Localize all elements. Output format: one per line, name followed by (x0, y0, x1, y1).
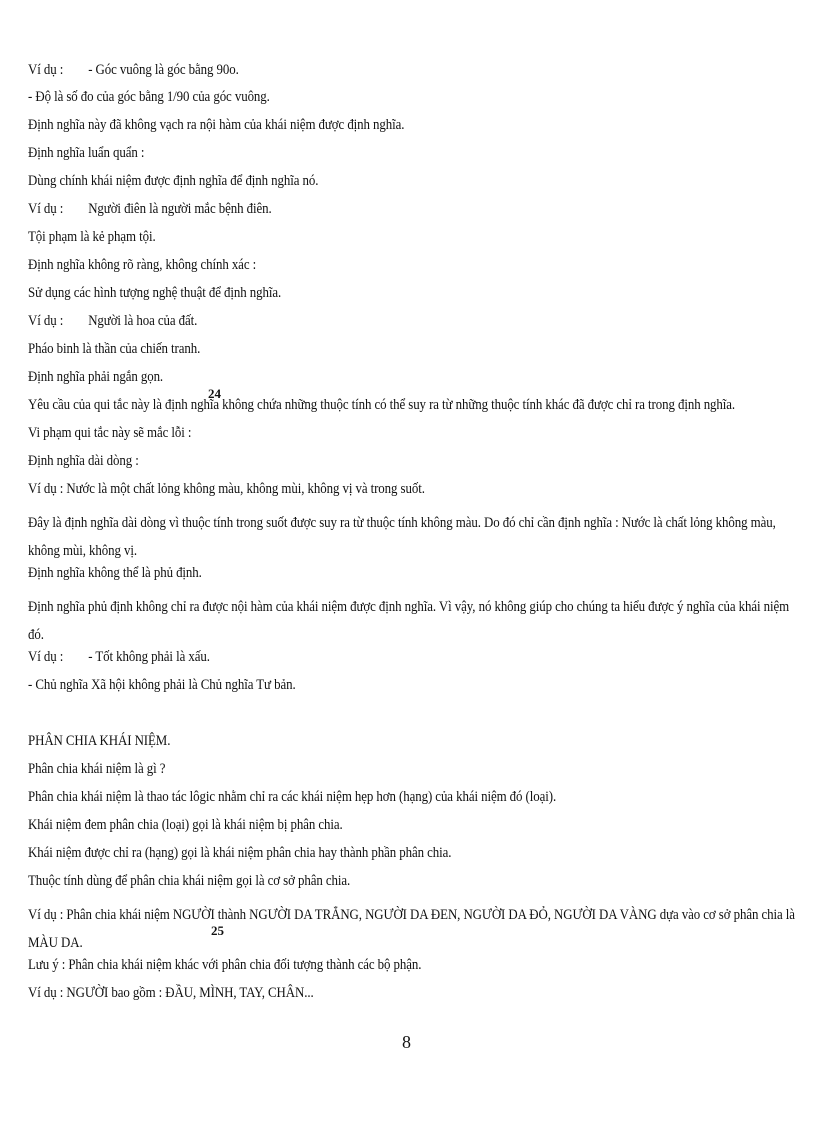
page-number: 8 (402, 1032, 411, 1052)
text-line: Ví dụ : Nước là một chất lỏng không màu, không mùi, không vị và trong suốt. (28, 481, 425, 497)
section-heading: Định nghĩa không rõ ràng, không chính xác : (28, 257, 257, 273)
text-line: Thuộc tính dùng để phân chia khái niệm gọi là cơ sở phân chia. (28, 873, 351, 889)
text-line: Vi phạm qui tắc này sẽ mắc lỗi : (28, 425, 192, 441)
text-line: Sử dụng các hình tượng nghệ thuật để định nghĩa. (28, 285, 282, 301)
section-heading: Phân chia khái niệm là gì ? (28, 761, 166, 777)
text-line: Khái niệm được chỉ ra (hạng) gọi là khái niệm phân chia hay thành phần phân chia. (28, 845, 452, 861)
text-line: Dùng chính khái niệm được định nghĩa để định nghĩa nó. (28, 173, 319, 189)
text-line: Lưu ý : Phân chia khái niệm khác với phân chia đối tượng thành các bộ phận. (28, 957, 422, 973)
section-heading: Định nghĩa phải ngắn gọn. (28, 369, 164, 385)
text-line: Khái niệm đem phân chia (loại) gọi là khái niệm bị phân chia. (28, 817, 343, 833)
page-marker: 25 (211, 923, 224, 938)
paragraph: Ví dụ : Phân chia khái niệm NGƯỜI thành NGƯỜI DA TRẮNG, NGƯỜI DA ĐEN, NGƯỜI DA ĐỎ, NGƯỜI DA VÀNG dựa vào cơ sở phân chia là MÀU DA. (28, 907, 795, 951)
section-heading: Định nghĩa dài dòng : (28, 453, 139, 469)
page-marker: 24 (208, 386, 221, 401)
text-line: Ví dụ : NGƯỜI bao gồm : ĐẦU, MÌNH, TAY, CHÂN... (28, 985, 314, 1001)
text-line: Phân chia khái niệm là thao tác lôgic nhằm chỉ ra các khái niệm hẹp hơn (hạng) của khái niệm đó (loại). (28, 789, 557, 805)
section-heading: Định nghĩa luẩn quẩn : (28, 145, 145, 161)
text-line: Định nghĩa này đã không vạch ra nội hàm của khái niệm được định nghĩa. (28, 117, 405, 133)
text-line: Ví dụ : - Góc vuông là góc bằng 90o. (28, 62, 239, 78)
paragraph: Đây là định nghĩa dài dòng vì thuộc tính trong suốt được suy ra từ thuộc tính không màu. Do đó chỉ cần định nghĩa : Nước là chất lỏng không màu, không mùi, không vị. (28, 515, 776, 559)
text-line: Ví dụ : Người là hoa của đất. (28, 313, 198, 329)
text-line: Ví dụ : Người điên là người mắc bệnh điên. (28, 201, 272, 217)
text-line: Yêu cầu của qui tắc này là định nghĩa không chứa những thuộc tính có thể suy ra từ những thuộc tính khác đã được chỉ ra trong định nghĩa. (28, 397, 736, 413)
text-line: - Chủ nghĩa Xã hội không phải là Chủ nghĩa Tư bản. (28, 677, 296, 693)
paragraph: Định nghĩa phủ định không chỉ ra được nội hàm của khái niệm được định nghĩa. Vì vậy, nó không giúp cho chúng ta hiểu được ý nghĩa của khái niệm đó. (28, 599, 790, 643)
text-line: Pháo binh là thần của chiến tranh. (28, 341, 201, 357)
text-line: Tội phạm là kẻ phạm tội. (28, 229, 156, 245)
text-line: - Độ là số đo của góc bằng 1/90 của góc vuông. (28, 89, 270, 105)
section-heading: Định nghĩa không thể là phủ định. (28, 565, 202, 581)
chapter-heading: PHÂN CHIA KHÁI NIỆM. (28, 733, 171, 749)
text-line: Ví dụ : - Tốt không phải là xấu. (28, 649, 210, 665)
